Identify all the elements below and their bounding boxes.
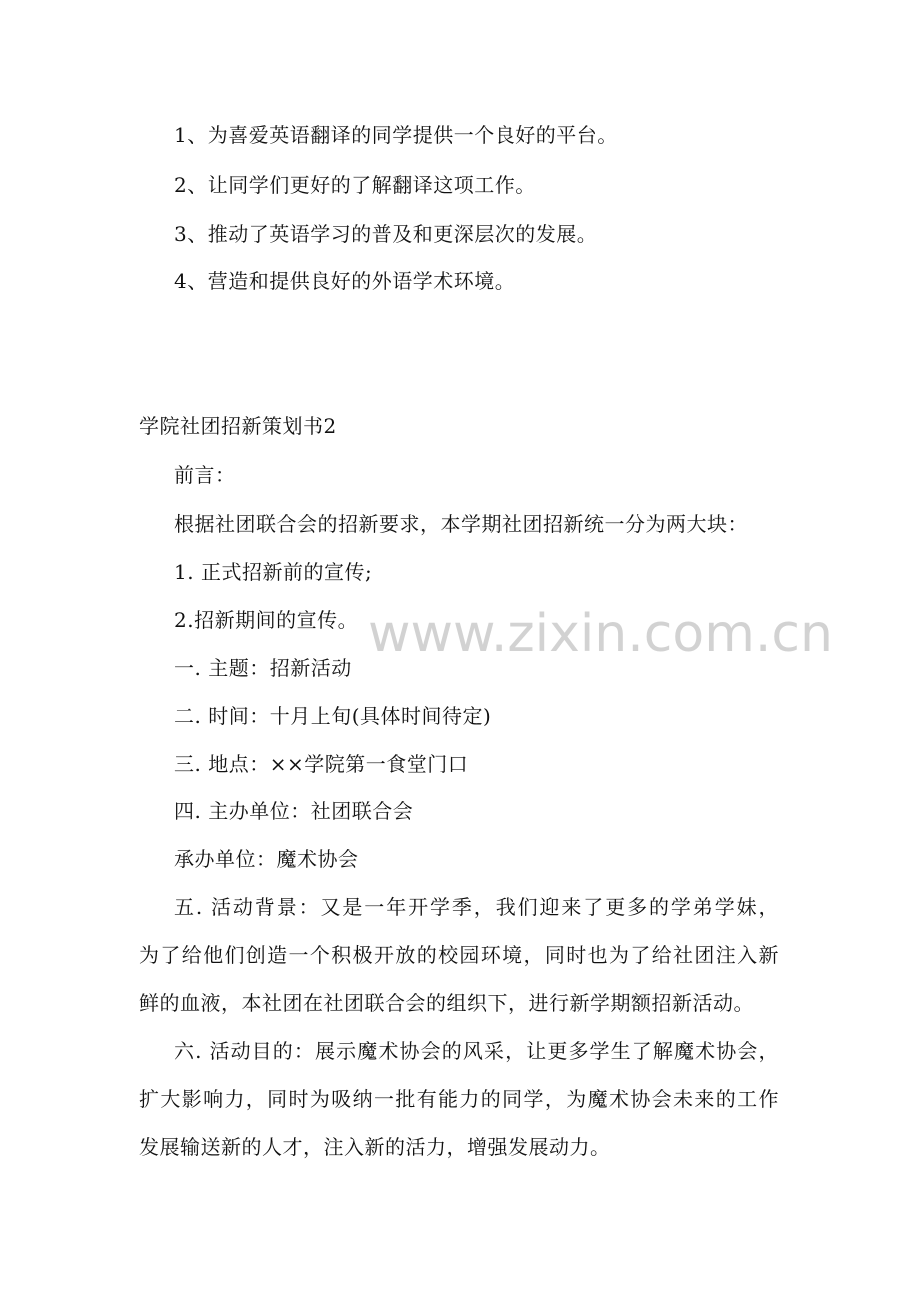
background-line-2: 为了给他们创造一个积极开放的校园环境，同时也为了给社团注入新: [139, 943, 779, 967]
goal-item-2: 2、让同学们更好的了解翻译这项工作。: [174, 173, 536, 197]
watermark: www.zixin.com.cn: [368, 604, 833, 664]
background-line-1: 五. 活动背景：又是一年开学季，我们迎来了更多的学弟学妹，: [174, 895, 779, 919]
item-theme: 一. 主题：招新活动: [174, 656, 352, 680]
item-host: 四. 主办单位：社团联合会: [174, 799, 414, 823]
block-item-2: 2.招新期间的宣传。: [174, 608, 359, 632]
goal-item-1: 1、为喜爱英语翻译的同学提供一个良好的平台。: [174, 123, 618, 147]
organizer-line: 承办单位：魔术协会: [174, 847, 359, 871]
block-item-1: 1. 正式招新前的宣传;: [174, 560, 373, 584]
background-line-3: 鲜的血液，本社团在社团联合会的组织下，进行新学期额招新活动。: [139, 991, 754, 1015]
purpose-line-2: 扩大影响力，同时为吸纳一批有能力的同学，为魔术协会未来的工作: [139, 1087, 779, 1111]
item-location: 三. 地点：××学院第一食堂门口: [174, 752, 469, 776]
intro-paragraph: 根据社团联合会的招新要求，本学期社团招新统一分为两大块：: [174, 512, 748, 536]
section-title: 学院社团招新策划书2: [139, 414, 337, 438]
preface-label: 前言：: [174, 463, 236, 487]
goal-item-4: 4、营造和提供良好的外语学术环境。: [174, 269, 516, 293]
goal-item-3: 3、推动了英语学习的普及和更深层次的发展。: [174, 222, 598, 246]
item-time: 二. 时间：十月上旬(具体时间待定): [174, 704, 492, 728]
purpose-line-1: 六. 活动目的：展示魔术协会的风采，让更多学生了解魔术协会，: [174, 1039, 779, 1063]
purpose-line-3: 发展输送新的人才，注入新的活力，增强发展动力。: [139, 1135, 611, 1159]
